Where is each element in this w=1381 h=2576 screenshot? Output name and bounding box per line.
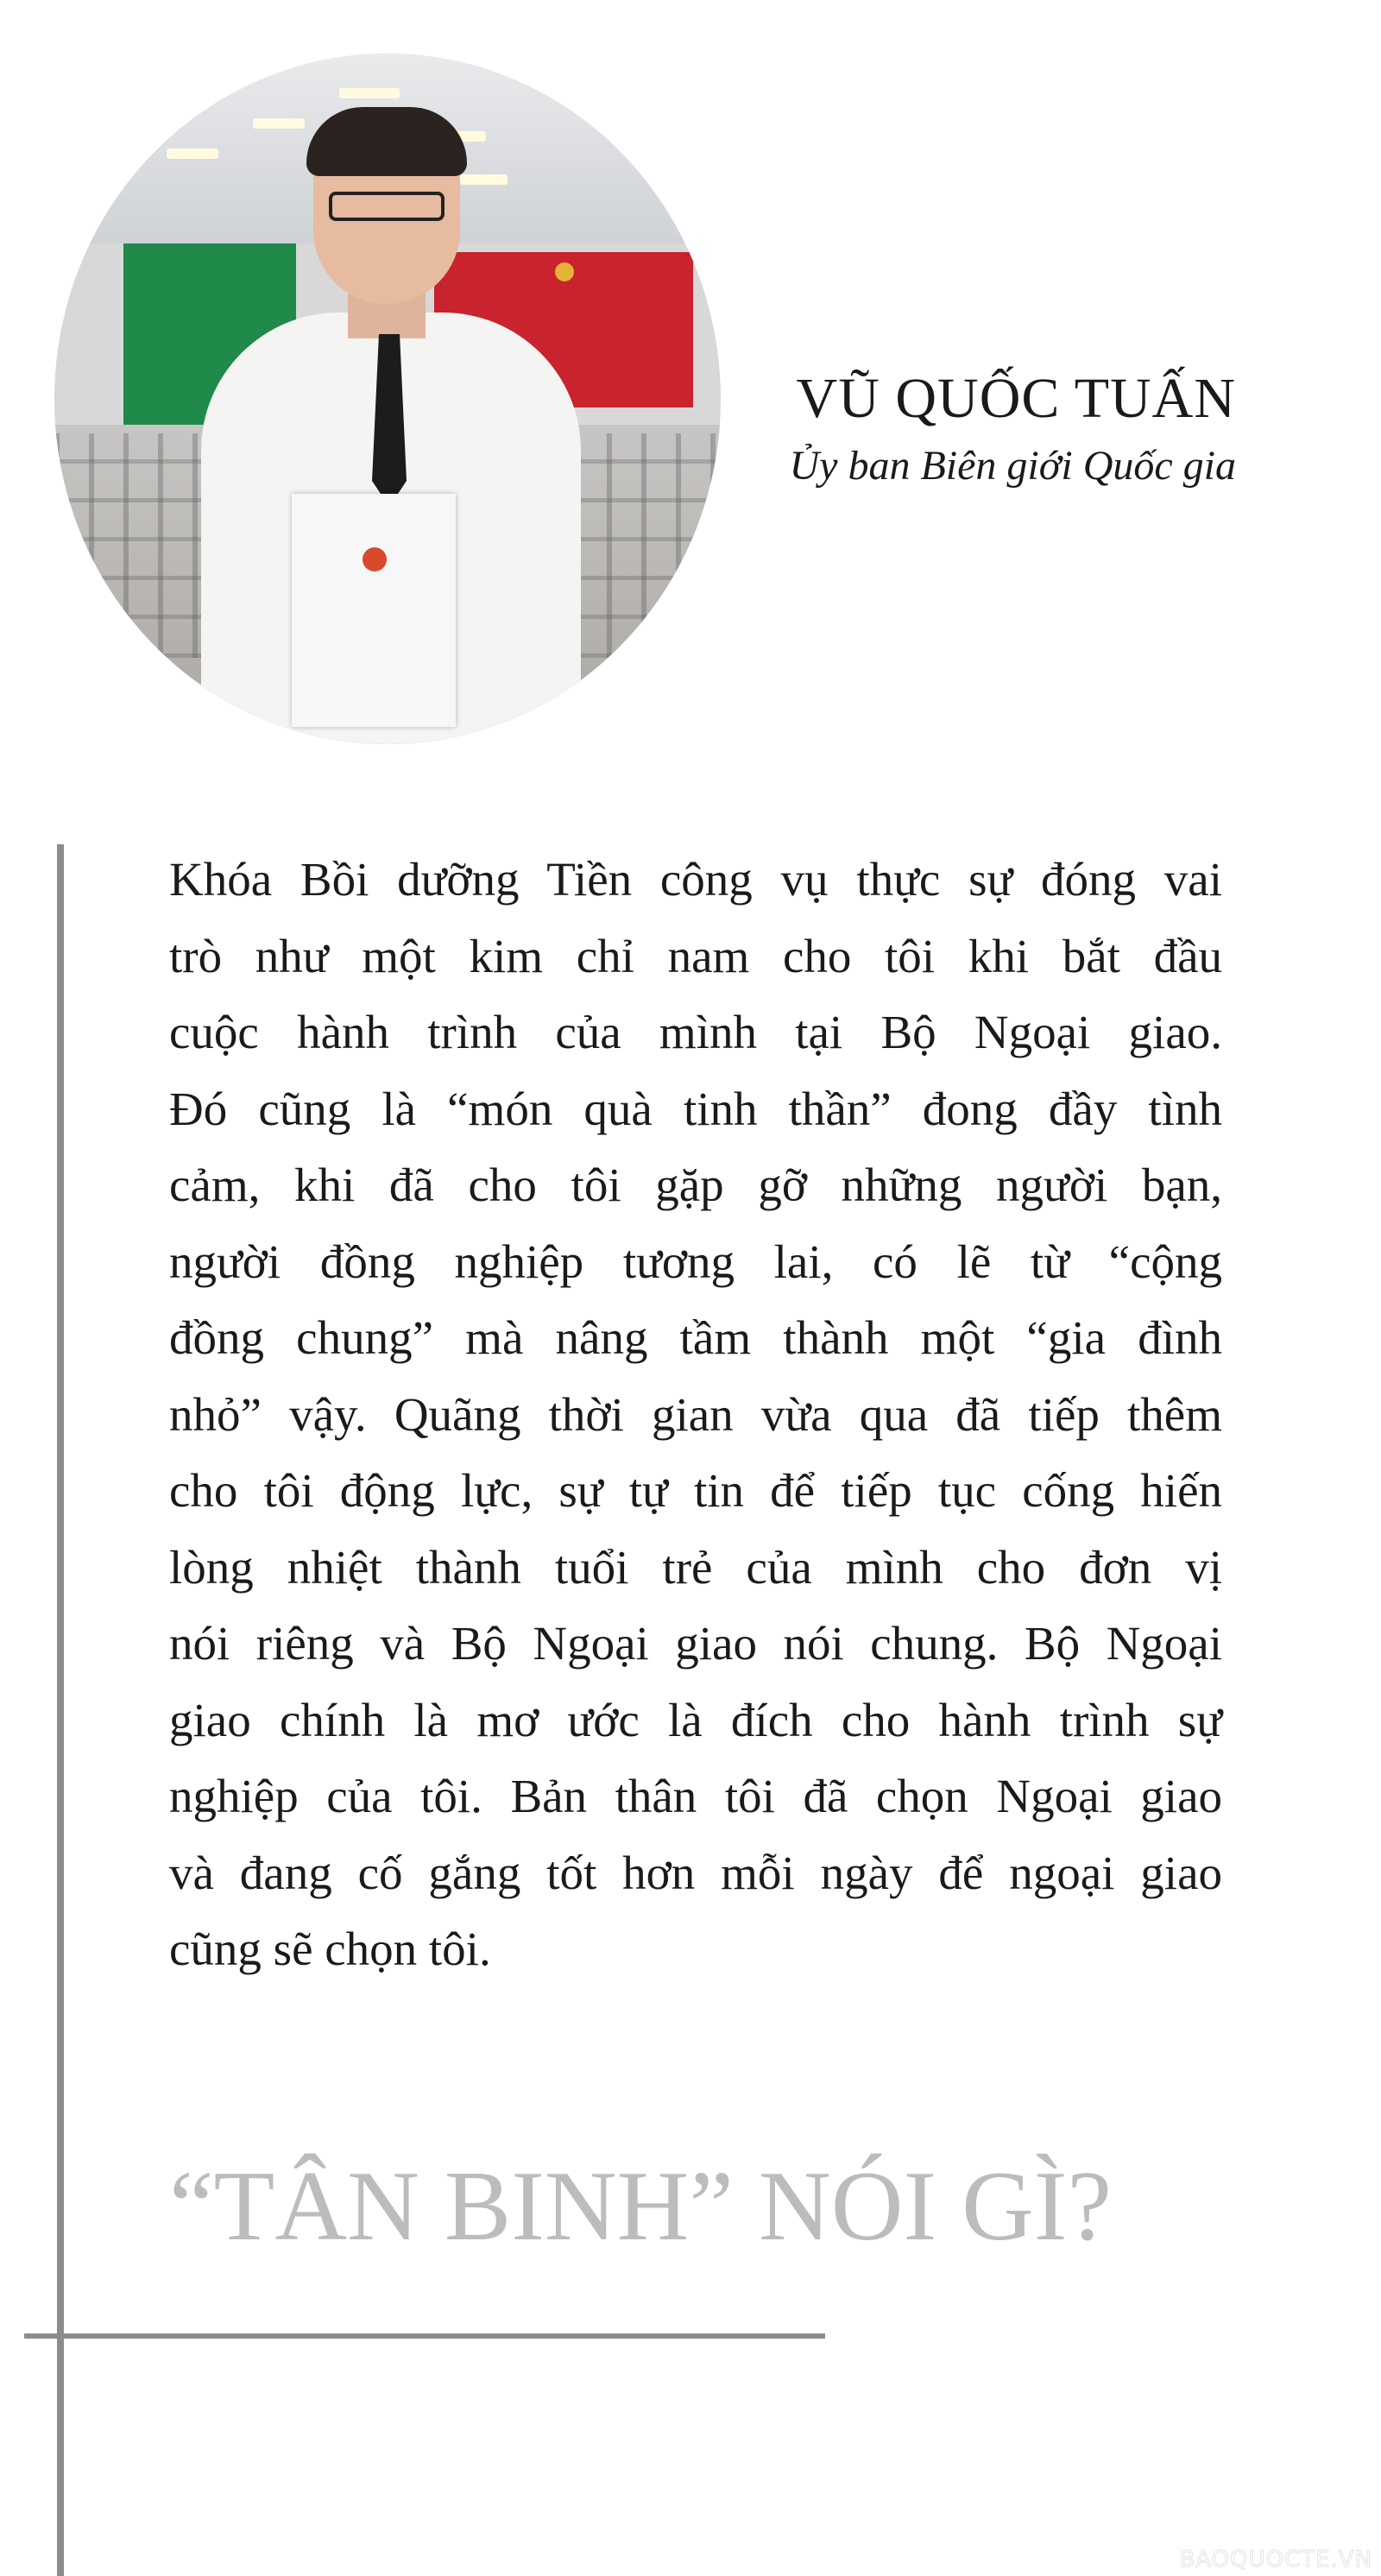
vertical-rule	[57, 844, 64, 2576]
section-heading: “TÂN BINH” NÓI GÌ?	[169, 2151, 1112, 2262]
ceiling-light	[460, 174, 508, 185]
quote-line: nghiệp của tôi. Bản thân tôi đã chọn Ngoại giao	[169, 1770, 1222, 1822]
person-organization: Ủy ban Biên giới Quốc gia	[789, 443, 1236, 489]
ceiling-light	[253, 118, 305, 129]
seal-icon	[363, 547, 387, 571]
quote-line: cảm, khi đã cho tôi gặp gỡ những người bạn,	[169, 1159, 1222, 1211]
ceiling-light	[339, 88, 400, 98]
profile-photo	[54, 54, 721, 744]
person-glasses	[329, 192, 445, 221]
quote-line: và đang cố gắng tốt hơn mỗi ngày để ngoại giao	[169, 1846, 1222, 1899]
quote-paragraph	[169, 842, 1222, 1988]
quote-line: giao chính là mơ ước là đích cho hành trình sự	[169, 1693, 1222, 1746]
quote-line: nhỏ” vậy. Quãng thời gian vừa qua đã tiếp thêm	[169, 1387, 1222, 1441]
certificate-folder	[292, 494, 456, 727]
watermark-logo: BAOQUOCTE.VN	[1179, 2547, 1372, 2573]
quote-line: lòng nhiệt thành tuổi trẻ của mình cho đơn vị	[169, 1540, 1222, 1594]
quote-line: cho tôi động lực, sự tự tin để tiếp tục cống hiến	[169, 1464, 1222, 1517]
quote-line: cuộc hành trình của mình tại Bộ Ngoại giao.	[169, 1006, 1222, 1058]
quote-line: người đồng nghiệp tương lai, có lẽ từ “cộng	[169, 1234, 1222, 1288]
ceiling-light	[167, 148, 218, 159]
horizontal-rule	[24, 2333, 825, 2339]
quote-line: Khóa Bồi dưỡng Tiền công vụ thực sự đóng vai	[169, 853, 1222, 906]
quote-line: trò như một kim chỉ nam cho tôi khi bắt đầu	[169, 929, 1222, 982]
quote-line: nói riêng và Bộ Ngoại giao nói chung. Bộ Ngoại	[169, 1617, 1222, 1670]
emblem-icon	[555, 262, 574, 281]
quote-line: cũng sẽ chọn tôi.	[169, 1923, 491, 1975]
quote-line: Đó cũng là “món quà tinh thần” đong đầy tình	[169, 1082, 1222, 1135]
person-name: VŨ QUỐC TUẤN	[796, 367, 1236, 430]
quote-line: đồng chung” mà nâng tầm thành một “gia đình	[169, 1311, 1222, 1364]
person-hair	[306, 107, 467, 176]
